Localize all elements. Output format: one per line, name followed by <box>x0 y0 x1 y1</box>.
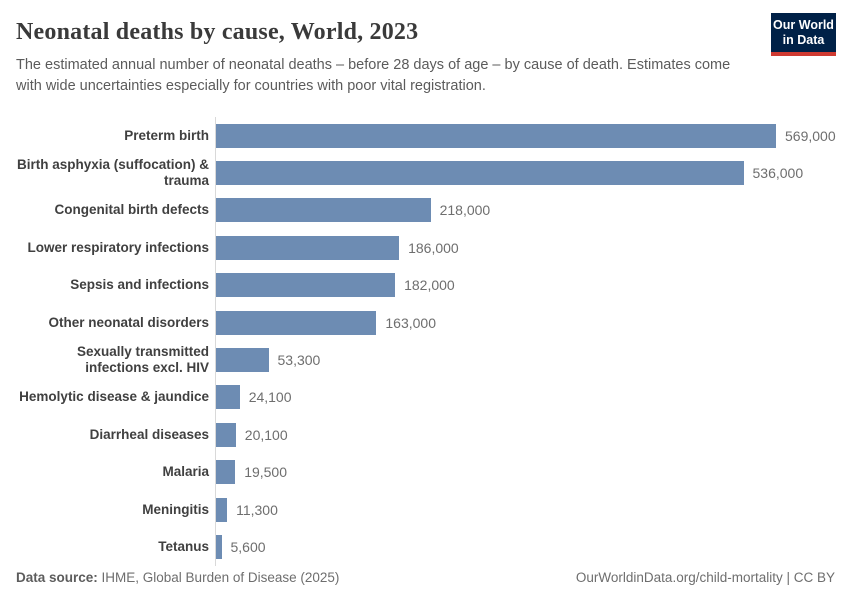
owid-logo-line2: in Data <box>782 33 825 47</box>
chart-row <box>16 454 834 491</box>
chart-row <box>16 416 834 453</box>
chart-row <box>16 192 834 229</box>
chart-header <box>0 0 850 97</box>
value-label: 163,000 <box>385 314 436 331</box>
data-source-label: Data source: <box>16 570 98 585</box>
bar-zone <box>215 267 834 304</box>
category-label: Other neonatal disorders <box>48 314 209 330</box>
value-label: 24,100 <box>248 389 292 406</box>
bar[interactable] <box>216 385 240 409</box>
bar[interactable] <box>216 273 395 297</box>
value-label: 182,000 <box>404 277 455 294</box>
bar-zone <box>215 454 834 491</box>
owid-logo-line1: Our World <box>773 18 834 32</box>
chart-row <box>16 154 834 191</box>
category-label: Congenital birth defects <box>54 202 209 218</box>
chart-row <box>16 267 834 304</box>
bar-zone <box>215 528 834 565</box>
value-label: 186,000 <box>408 239 459 256</box>
bar-zone <box>215 491 834 528</box>
category-label: Meningitis <box>142 501 209 517</box>
bar-zone <box>215 416 834 453</box>
value-label: 20,100 <box>244 426 288 443</box>
category-label: Birth asphyxia (suffocation) & trauma <box>16 156 209 189</box>
bar[interactable] <box>216 348 269 372</box>
bar-zone <box>215 154 834 191</box>
category-label: Sexually transmitted infections excl. HIV <box>76 343 209 376</box>
bar[interactable] <box>216 124 776 148</box>
owid-logo <box>771 13 836 56</box>
chart-footer <box>0 570 850 600</box>
chart-title: Neonatal deaths by cause, World, 2023 <box>16 19 419 45</box>
title-block <box>16 12 771 97</box>
chart-row <box>16 117 834 154</box>
bar[interactable] <box>216 161 744 185</box>
value-label: 218,000 <box>439 202 491 219</box>
category-label: Hemolytic disease & jaundice <box>19 389 209 405</box>
bar[interactable] <box>216 498 227 522</box>
category-label: Diarrheal diseases <box>89 426 209 442</box>
category-label: Malaria <box>162 464 209 480</box>
category-label: Tetanus <box>158 538 209 554</box>
chart-row <box>16 304 834 341</box>
value-label: 569,000 <box>785 127 836 144</box>
attribution: OurWorldinData.org/child-mortality | CC BY <box>575 570 835 585</box>
bar-zone <box>215 304 834 341</box>
bar-zone <box>215 229 834 266</box>
chart-row <box>16 341 834 378</box>
category-label: Preterm birth <box>124 127 209 143</box>
bar-zone <box>215 379 834 416</box>
bar[interactable] <box>216 423 236 447</box>
bar-chart <box>16 117 834 566</box>
value-label: 5,600 <box>230 538 266 555</box>
bar-zone <box>215 192 834 229</box>
data-source-value: IHME, Global Burden of Disease (2025) <box>97 570 340 585</box>
value-label: 53,300 <box>277 352 321 369</box>
bar-zone <box>215 117 834 154</box>
bar[interactable] <box>216 311 376 335</box>
chart-row <box>16 528 834 565</box>
bar[interactable] <box>216 236 399 260</box>
value-label: 19,500 <box>244 464 288 481</box>
value-label: 11,300 <box>236 501 278 518</box>
chart-row <box>16 491 834 528</box>
chart-row <box>16 379 834 416</box>
value-label: 536,000 <box>752 165 804 182</box>
category-label: Sepsis and infections <box>70 277 209 293</box>
chart-row <box>16 229 834 266</box>
data-source <box>16 570 339 585</box>
bar[interactable] <box>216 198 431 222</box>
bar-zone <box>215 341 834 378</box>
bar[interactable] <box>216 460 235 484</box>
category-label: Lower respiratory infections <box>27 239 209 255</box>
bar[interactable] <box>216 535 222 559</box>
chart-subtitle: The estimated annual number of neonatal deaths – before 28 days of age – by cause of death. Estimates come with wide uncertainties especially for countries with poor vital registration. <box>16 57 731 94</box>
